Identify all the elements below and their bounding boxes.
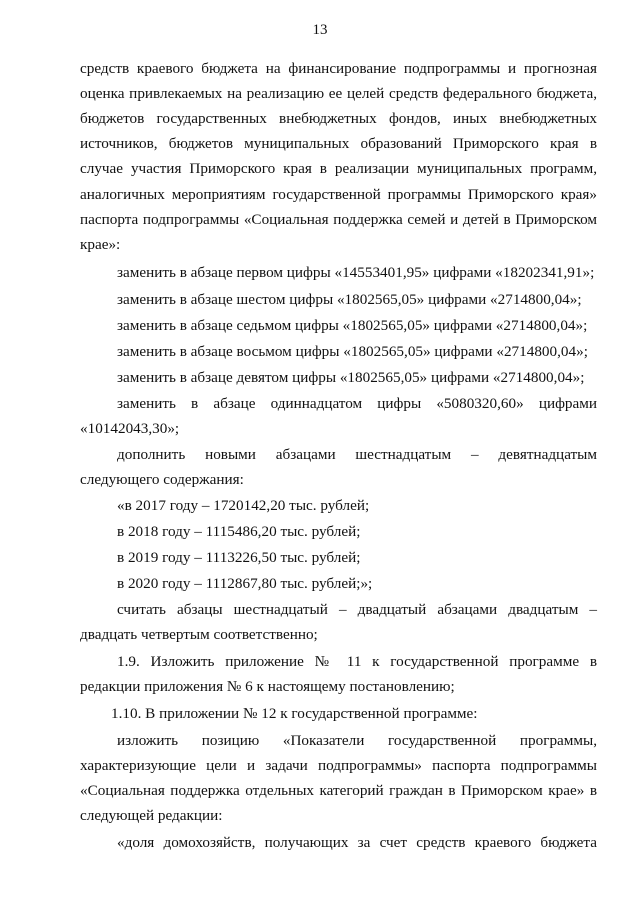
text-line: «в 2017 году – 1720142,20 тыс. рублей; <box>117 497 370 514</box>
text-line: в 2018 году – 1115486,20 тыс. рублей; <box>117 523 361 540</box>
text-line: следующего содержания: <box>80 471 244 488</box>
text-line: паспорта подпрограммы «Социальная поддержка семей и детей в Приморском <box>80 211 597 228</box>
text-line: характеризующие цели и задачи подпрограммы» паспорта подпрограммы <box>80 757 597 774</box>
text-line: оценка привлекаемых на реализацию ее целей средств федерального бюджета, <box>80 85 597 102</box>
text-line: заменить в абзаце одиннадцатом цифры «5080320,60» цифрами <box>117 395 597 412</box>
text-line: редакции приложения № 6 к настоящему постановлению; <box>80 678 455 695</box>
text-line: «доля домохозяйств, получающих за счет средств краевого бюджета <box>117 834 597 851</box>
text-line: изложить позицию «Показатели государственной программы, <box>117 732 597 749</box>
text-line: «Социальная поддержка отдельных категорий граждан в Приморском крае» в <box>80 782 597 799</box>
text-line: средств краевого бюджета на финансирование подпрограммы и прогнозная <box>80 60 597 77</box>
text-line: заменить в абзаце седьмом цифры «1802565,05» цифрами «2714800,04»; <box>117 317 588 334</box>
text-line: в 2019 году – 1113226,50 тыс. рублей; <box>117 549 361 566</box>
text-line: случае участия Приморского края в реализации муниципальных программ, <box>80 160 597 177</box>
text-line: дополнить новыми абзацами шестнадцатым – девятнадцатым <box>117 446 597 463</box>
text-line: аналогичных мероприятиям государственной программы Приморского края» <box>80 186 597 203</box>
text-line: двадцать четвертым соответственно; <box>80 626 318 643</box>
text-line: следующей редакции: <box>80 807 223 824</box>
text-line: заменить в абзаце восьмом цифры «1802565,05» цифрами «2714800,04»; <box>117 343 588 360</box>
text-line: крае»: <box>80 236 121 253</box>
text-line: бюджетов государственных внебюджетных фондов, иных внебюджетных <box>80 110 597 127</box>
text-line: заменить в абзаце девятом цифры «1802565,05» цифрами «2714800,04»; <box>117 369 585 386</box>
text-line: считать абзацы шестнадцатый – двадцатый абзацами двадцатым – <box>117 601 597 618</box>
text-line: 1.9. Изложить приложение № 11 к государственной программе в <box>117 653 597 670</box>
text-line: «10142043,30»; <box>80 420 180 437</box>
text-line: 1.10. В приложении № 12 к государственной программе: <box>111 705 478 722</box>
text-line: заменить в абзаце первом цифры «14553401,95» цифрами «18202341,91»; <box>117 264 595 281</box>
text-line: в 2020 году – 1112867,80 тыс. рублей;»; <box>117 575 373 592</box>
page-number: 13 <box>312 22 328 38</box>
text-line: источников, бюджетов муниципальных образований Приморского края в <box>80 135 597 152</box>
text-line: заменить в абзаце шестом цифры «1802565,05» цифрами «2714800,04»; <box>117 291 582 308</box>
